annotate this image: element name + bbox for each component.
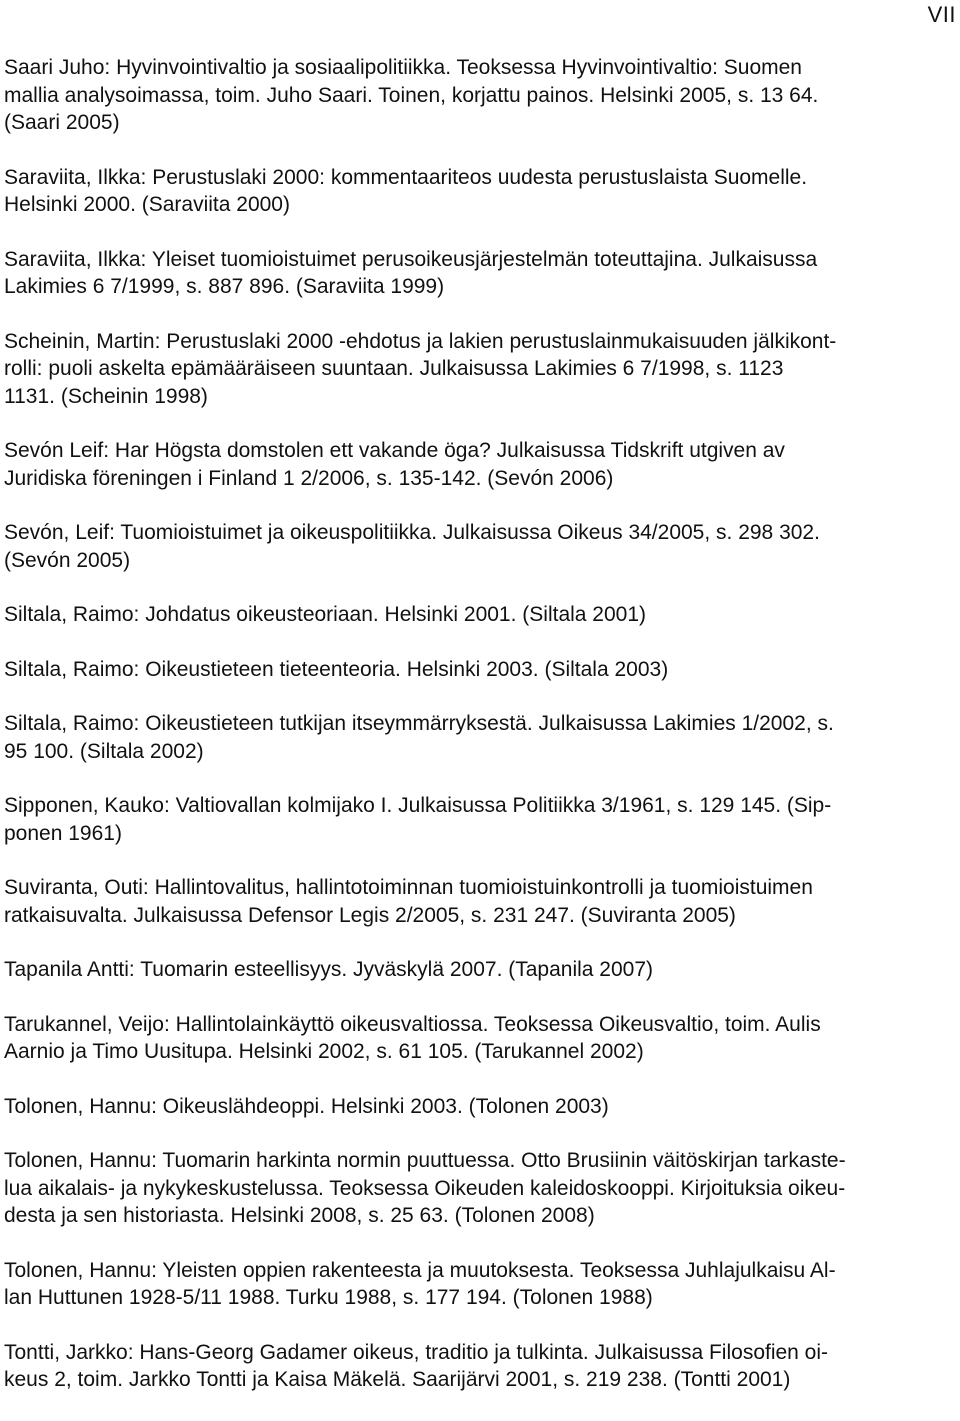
reference-line: mallia analysoimassa, toim. Juho Saari. Toinen, korjattu painos. Helsinki 2005, s. 13 64. <box>4 83 819 107</box>
reference-entry <box>4 246 956 301</box>
reference-entry <box>4 1339 956 1394</box>
reference-entry <box>4 956 956 984</box>
reference-line: lua aikalais- ja nykykeskustelussa. Teoksessa Oikeuden kaleidoskooppi. Kirjoituksia oikeu- <box>4 1176 846 1200</box>
reference-line: Sevón Leif: Har Högsta domstolen ett vakande öga? Julkaisussa Tidskrift utgiven av <box>4 439 785 462</box>
reference-line: keus 2, toim. Jarkko Tontti ja Kaisa Mäkelä. Saarijärvi 2001, s. 219 238. (Tontti 2001) <box>4 1368 791 1391</box>
reference-line: 1131. (Scheinin 1998) <box>4 384 208 408</box>
reference-line: Aarnio ja Timo Uusitupa. Helsinki 2002, s. 61 105. (Tarukannel 2002) <box>4 1040 644 1063</box>
reference-line: (Sevón 2005) <box>4 548 131 572</box>
reference-line: (Saari 2005) <box>4 111 120 134</box>
reference-line: ponen 1961) <box>4 821 122 845</box>
reference-entry <box>4 328 956 411</box>
reference-line: Tapanila Antti: Tuomarin esteellisyys. Jyväskylä 2007. (Tapanila 2007) <box>4 958 654 981</box>
reference-line: Scheinin, Martin: Perustuslaki 2000 -ehdotus ja lakien perustuslainmukaisuuden jälkikont- <box>4 329 837 353</box>
reference-line: Tolonen, Hannu: Tuomarin harkinta normin puuttuessa. Otto Brusiinin väitöskirjan tarkaste- <box>4 1149 846 1172</box>
reference-entry <box>4 601 956 629</box>
reference-entry <box>4 874 956 929</box>
reference-line: Sipponen, Kauko: Valtiovallan kolmijako I. Julkaisussa Politiikka 3/1961, s. 129 145. (Sip- <box>4 794 832 817</box>
reference-line: Suviranta, Outi: Hallintovalitus, hallintotoiminnan tuomioistuinkontrolli ja tuomioistuimen <box>4 876 813 899</box>
reference-line: Sevón, Leif: Tuomioistuimet ja oikeuspolitiikka. Julkaisussa Oikeus 34/2005, s. 298 302. <box>4 521 820 544</box>
reference-line: Siltala, Raimo: Johdatus oikeusteoriaan. Helsinki 2001. (Siltala 2001) <box>4 603 647 626</box>
reference-line: Juridiska föreningen i Finland 1 2/2006, s. 135-142. (Sevón 2006) <box>4 466 614 490</box>
reference-entry <box>4 164 956 219</box>
reference-line: Tontti, Jarkko: Hans-Georg Gadamer oikeus, traditio ja tulkinta. Julkaisussa Filosofien oi- <box>4 1340 829 1364</box>
reference-line: rolli: puoli askelta epämääräiseen suuntaan. Julkaisussa Lakimies 6 7/1998, s. 1123 <box>4 357 784 380</box>
reference-line: Siltala, Raimo: Oikeustieteen tieteenteoria. Helsinki 2003. (Siltala 2003) <box>4 657 669 681</box>
reference-line: ratkaisuvalta. Julkaisussa Defensor Legis 2/2005, s. 231 247. (Suviranta 2005) <box>4 903 736 927</box>
reference-list <box>4 54 956 1421</box>
reference-line: Helsinki 2000. (Saraviita 2000) <box>4 193 290 216</box>
reference-line: Tolonen, Hannu: Oikeuslähdeoppi. Helsinki 2003. (Tolonen 2003) <box>4 1094 609 1118</box>
reference-entry <box>4 519 956 574</box>
reference-entry <box>4 54 956 137</box>
reference-line: 95 100. (Siltala 2002) <box>4 739 204 763</box>
reference-line: desta ja sen historiasta. Helsinki 2008, s. 25 63. (Tolonen 2008) <box>4 1204 595 1227</box>
reference-entry <box>4 437 956 492</box>
reference-line: lan Huttunen 1928-5/11 1988. Turku 1988, s. 177 194. (Tolonen 1988) <box>4 1286 653 1309</box>
reference-line: Saari Juho: Hyvinvointivaltio ja sosiaalipolitiikka. Teoksessa Hyvinvointivaltio: Suomen <box>4 56 802 79</box>
reference-line: Saraviita, Ilkka: Yleiset tuomioistuimet perusoikeusjärjestelmän toteuttajina. Julkaisussa <box>4 247 818 271</box>
reference-entry <box>4 1147 956 1230</box>
page-number: VII <box>927 2 956 27</box>
reference-entry <box>4 1257 956 1312</box>
reference-entry <box>4 710 956 765</box>
reference-line: Tolonen, Hannu: Yleisten oppien rakenteesta ja muutoksesta. Teoksessa Juhlajulkaisu Al- <box>4 1258 836 1282</box>
reference-line: Lakimies 6 7/1999, s. 887 896. (Saraviita 1999) <box>4 275 445 298</box>
reference-entry <box>4 1093 956 1121</box>
reference-line: Tarukannel, Veijo: Hallintolainkäyttö oikeusvaltiossa. Teoksessa Oikeusvaltio, toim. Aulis <box>4 1012 821 1036</box>
reference-entry <box>4 1011 956 1066</box>
reference-line: Siltala, Raimo: Oikeustieteen tutkijan itseymmärryksestä. Julkaisussa Lakimies 1/2002, s. <box>4 712 834 735</box>
reference-line: Saraviita, Ilkka: Perustuslaki 2000: kommentaariteos uudesta perustuslaista Suomelle. <box>4 165 808 189</box>
reference-entry <box>4 656 956 684</box>
reference-entry <box>4 792 956 847</box>
